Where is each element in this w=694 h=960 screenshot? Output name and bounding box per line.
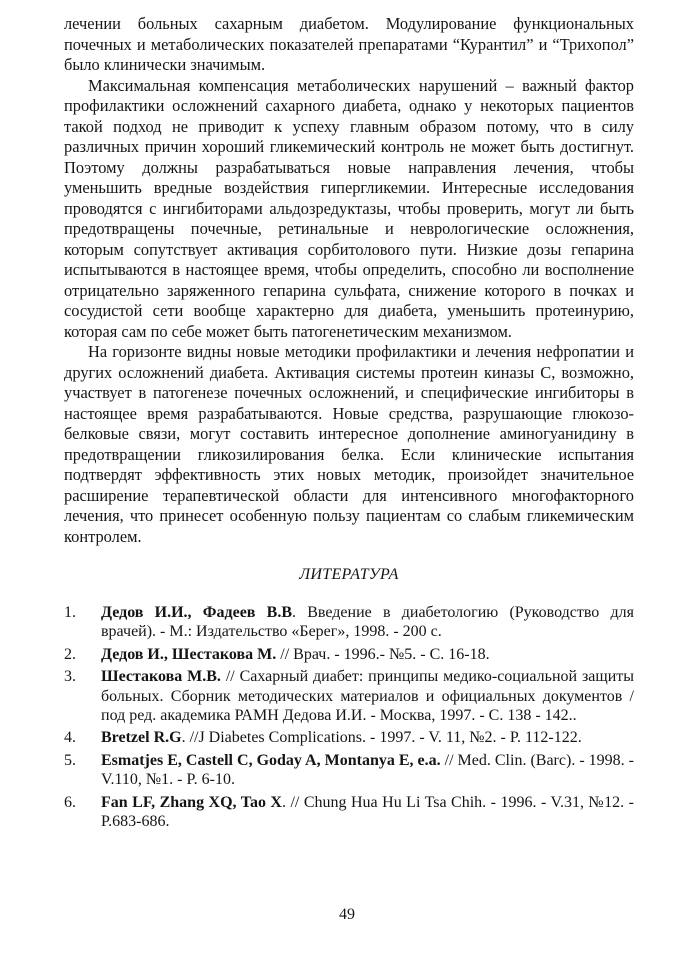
references-list [64, 603, 634, 831]
paragraph-new-methods: На горизонте видны новые методики профилактики и лечения нефропатии и других осложнений диабета. Активация системы протеин киназы С, возможно, участвует в патогенезе почечных осложнений, и специфические ингибиторы в настоящее время разрабатываются. Новые средства, разрушающие глюкозо-белковые связи, могут составить интересное дополнение аминогуанидину в предотвращении гликозилирования белка. Если клинические испытания подтвердят эффективность этих новых методик, произойдет значительное расширение терапевтической области для интенсивного многофакторного лечения, что принесет особенную пользу пациентам со слабым гликемическим контролем. [64, 342, 634, 546]
reference-authors: Bretzel R.G [101, 729, 182, 747]
reference-details: // Сахарный диабет: принципы медико-социальной защиты больных. Сборник методических материалов и официальных документов / под ред. академика РАМН Дедова И.И. - Москва, 1997. - С. 138 - 142.. [101, 668, 634, 725]
reference-authors: Шестакова М.В. [101, 668, 221, 686]
reference-details: // Med. Clin. (Barc). - 1998. - V.110, №1. - P. 6-10. [101, 751, 635, 789]
reference-details: // Врач. - 1996.- №5. - С. 16-18. [276, 645, 490, 663]
reference-number: 4. [64, 729, 76, 747]
reference-details: . Введение в диабетологию (Руководство для врачей). - М.: Издательство «Берег», 1998. - 200 с. [101, 604, 635, 641]
reference-item [64, 645, 634, 664]
reference-number: 2. [64, 645, 76, 663]
page-number: 49 [339, 906, 355, 923]
reference-number: 1. [64, 604, 76, 621]
paragraph-compensation: Максимальная компенсация метаболических нарушений – важный фактор профилактики осложнений сахарного диабета, однако у некоторых пациентов такой подход не приводит к успеху главным образом потому, что в силу различных причин хороший гликемический контроль не может быть достигнут. Поэтому должны разрабатываться новые направления лечения, чтобы уменьшить вредные воздействия гипергликемии. Интересные исследования проводятся с ингибиторами альдозредуктазы, чтобы проверить, могут ли быть предотвращены почечные, ретинальные и неврологические осложнения, которым сопутствует активация сорбитолового пути. Низкие дозы гепарина испытываются в настоящее время, чтобы определить, способно ли восполнение отрицательно заряженного гепарина сульфата, снижение которого в почках и сосудистой сети вообще характерно для диабета, уменьшить протеинурию, которая сам по себе может быть патогенетическим механизмом. [64, 75, 634, 341]
reference-number: 5. [64, 751, 76, 769]
reference-item [64, 603, 634, 642]
reference-number: 6. [64, 793, 76, 811]
reference-authors: Дедов И.И., Фадеев В.В [101, 604, 293, 621]
reference-item [64, 728, 634, 747]
reference-authors: Esmatjes E, Castell C, Goday A, Montanya E, e.a. [101, 751, 441, 769]
reference-authors: Дедов И., Шестакова М. [101, 645, 277, 663]
reference-details: . //J Diabetes Complications. - 1997. - V. 11, №2. - P. 112-122. [181, 729, 582, 747]
reference-number: 3. [64, 668, 76, 686]
reference-authors: Fan LF, Zhang XQ, Tao X [101, 793, 282, 811]
body-text [64, 14, 634, 547]
reference-item [64, 751, 634, 790]
paragraph-continuation: лечении больных сахарным диабетом. Модулирование функциональных почечных и метаболических показателей препаратами “Курантил” и “Трихопол” было клинически значимым. [64, 14, 634, 74]
reference-item [64, 793, 634, 832]
references-heading: ЛИТЕРАТУРА [299, 566, 399, 583]
reference-item [64, 667, 634, 725]
reference-details: . // Chung Hua Hu Li Tsa Chih. - 1996. - V.31, №12. - P.683-686. [101, 793, 634, 831]
